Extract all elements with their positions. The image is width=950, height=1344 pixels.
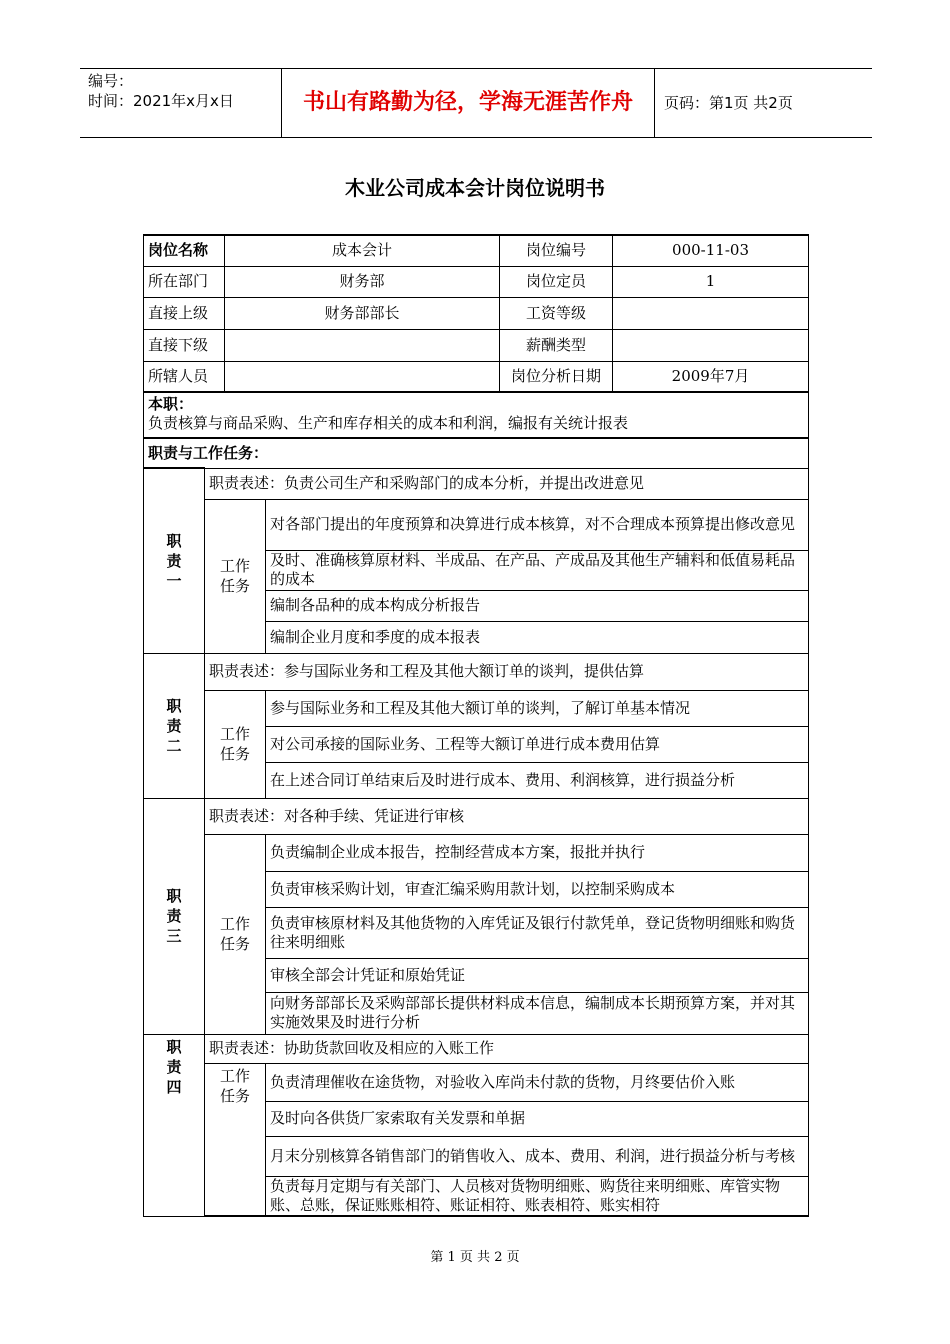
duty-statement-row — [144, 798, 809, 834]
responsibility-header-row — [144, 438, 809, 468]
doc-time-label: 时间：2021年x月x日 — [88, 92, 234, 110]
info-label: 岗位定员 — [500, 266, 613, 297]
task-text: 及时向各供货厂家索取有关发票和单据 — [266, 1101, 809, 1136]
duty-statement: 职责表述：协助货款回收及相应的入账工作 — [205, 1034, 809, 1063]
task-text: 参与国际业务和工程及其他大额订单的谈判，了解订单基本情况 — [266, 690, 809, 726]
task-row — [144, 499, 809, 550]
info-value — [613, 329, 809, 361]
task-row — [144, 834, 809, 871]
task-text: 审核全部会计凭证和原始凭证 — [266, 958, 809, 992]
duty-statement: 职责表述：负责公司生产和采购部门的成本分析，并提出改进意见 — [205, 468, 809, 499]
info-label: 所在部门 — [144, 266, 225, 297]
task-text: 向财务部部长及采购部部长提供材料成本信息，编制成本长期预算方案，并对其实施效果及时进行分析 — [266, 992, 809, 1034]
duty-statement-row — [144, 468, 809, 499]
task-text: 编制各品种的成本构成分析报告 — [266, 590, 809, 621]
duty-name: 职责三 — [144, 798, 205, 1034]
info-value: 财务部 — [225, 266, 500, 297]
task-text: 及时、准确核算原材料、半成品、在产品、产成品及其他生产辅料和低值易耗品的成本 — [266, 550, 809, 590]
duty-statement: 职责表述：参与国际业务和工程及其他大额订单的谈判，提供估算 — [205, 653, 809, 690]
info-value: 成本会计 — [225, 235, 500, 266]
header-left — [88, 71, 234, 111]
info-row — [144, 297, 809, 329]
work-task-label: 工作任务 — [205, 1063, 266, 1216]
primary-duty-row — [144, 392, 809, 438]
work-task-label: 工作任务 — [205, 834, 266, 1034]
doc-number-label: 编号： — [88, 72, 134, 90]
info-value — [225, 361, 500, 392]
task-text: 对公司承接的国际业务、工程等大额订单进行成本费用估算 — [266, 726, 809, 762]
task-text: 在上述合同订单结束后及时进行成本、费用、利润核算，进行损益分析 — [266, 762, 809, 798]
info-label: 所辖人员 — [144, 361, 225, 392]
task-text: 负责审核原材料及其他货物的入库凭证及银行付款凭单，登记货物明细账和购货往来明细账 — [266, 907, 809, 958]
info-label: 直接上级 — [144, 297, 225, 329]
info-label: 岗位名称 — [144, 235, 225, 266]
info-label: 岗位编号 — [500, 235, 613, 266]
job-description-table — [143, 234, 809, 1217]
task-text: 负责审核采购计划，审查汇编采购用款计划，以控制采购成本 — [266, 871, 809, 907]
task-text: 负责每月定期与有关部门、人员核对货物明细账、购货往来明细账、库管实物账、总账，保证账账相符、账证相符、账表相符、账实相符 — [266, 1176, 809, 1216]
info-value: 000-11-03 — [613, 235, 809, 266]
duty-statement: 职责表述：对各种手续、凭证进行审核 — [205, 798, 809, 834]
info-row — [144, 329, 809, 361]
task-text: 对各部门提出的年度预算和决算进行成本核算，对不合理成本预算提出修改意见 — [266, 499, 809, 550]
duty-name: 职责四 — [144, 1034, 205, 1216]
info-value — [225, 329, 500, 361]
page-header — [80, 68, 872, 138]
duty-name: 职责二 — [144, 653, 205, 798]
primary-duty-text: 负责核算与商品采购、生产和库存相关的成本和利润，编报有关统计报表 — [148, 414, 629, 432]
task-text: 月末分别核算各销售部门的销售收入、成本、费用、利润，进行损益分析与考核 — [266, 1136, 809, 1176]
work-task-label: 工作任务 — [205, 690, 266, 798]
primary-duty-title: 本职： — [148, 395, 194, 413]
page-footer: 第 1 页 共 2 页 — [430, 1250, 520, 1265]
info-row — [144, 266, 809, 297]
info-value: 1 — [613, 266, 809, 297]
responsibility-title: 职责与工作任务： — [144, 438, 809, 468]
duty-name: 职责一 — [144, 468, 205, 653]
header-page-label: 页码：第1页 共2页 — [664, 94, 793, 112]
task-row — [144, 690, 809, 726]
info-value: 财务部部长 — [225, 297, 500, 329]
duty-statement-row — [144, 1034, 809, 1063]
info-label: 岗位分析日期 — [500, 361, 613, 392]
info-label: 直接下级 — [144, 329, 225, 361]
task-text: 编制企业月度和季度的成本报表 — [266, 621, 809, 653]
info-label: 薪酬类型 — [500, 329, 613, 361]
task-row — [144, 1063, 809, 1101]
info-row — [144, 361, 809, 392]
work-task-label: 工作任务 — [205, 499, 266, 653]
document-title: 木业公司成本会计岗位说明书 — [345, 176, 605, 200]
info-value — [613, 297, 809, 329]
info-value: 2009年7月 — [613, 361, 809, 392]
task-text: 负责清理催收在途货物，对验收入库尚未付款的货物，月终要估价入账 — [266, 1063, 809, 1101]
info-label: 工资等级 — [500, 297, 613, 329]
info-row — [144, 235, 809, 266]
task-text: 负责编制企业成本报告，控制经营成本方案，报批并执行 — [266, 834, 809, 871]
duty-statement-row — [144, 653, 809, 690]
header-motto: 书山有路勤为径，学海无涯苦作舟 — [281, 69, 655, 137]
primary-duty-cell — [144, 392, 809, 438]
